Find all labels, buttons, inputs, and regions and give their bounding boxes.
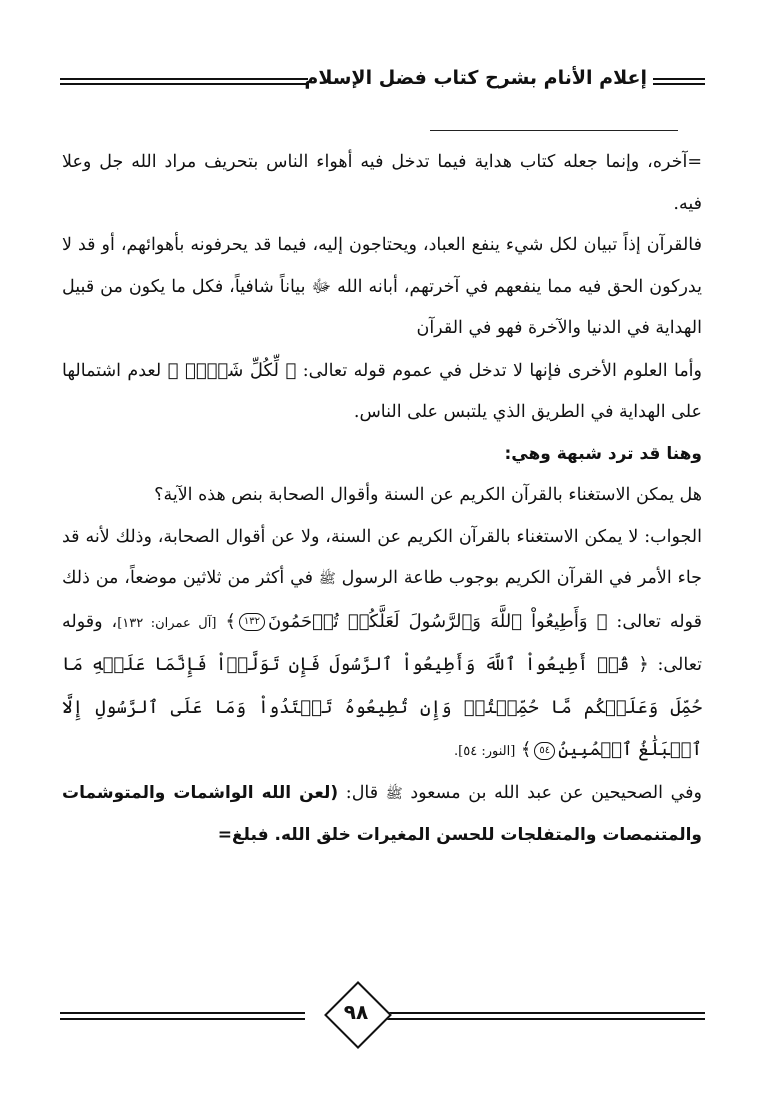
book-title: إعلام الأنام بشرح كتاب فضل الإسلام xyxy=(304,67,647,89)
verse-close: ﴾ xyxy=(225,610,236,632)
verse-number-icon: ١٣٢ xyxy=(239,613,265,631)
honorific-icon: ﷺ xyxy=(318,571,336,587)
text-run: لعدم اشتمالها على الهداية في الطريق الذي يلتبس على الناس. xyxy=(62,360,702,422)
text-run: ، وقوله تعالى: xyxy=(62,611,703,675)
question-paragraph: هل يمكن الاستغناء بالقرآن الكريم عن السنة وأقوال الصحابة بنص هذه الآية؟ xyxy=(154,485,702,505)
paragraph: =آخره، وإنما جعله كتاب هداية فيما تدخل فيه أهواء الناس بتحريف مراد الله جل وعلا فيه. xyxy=(62,152,702,214)
section-heading: وهنا قد ترد شبهة وهي: xyxy=(504,443,702,464)
running-header xyxy=(60,66,705,96)
paragraph: فالقرآن إذاً تبيان لكل شيء ينفع العباد، ويحتاجون إليه، فيما قد يحرفونه بأهوائهم، أو قد لا يدركون الحق فيه مما ينفعهم في آخرتهم، أبانه الله ﷻ بياناً شافياً، فكل ما يكون من قبيل الهداية في الدنيا والآخرة فهو في القرآن xyxy=(62,235,702,338)
header-rule xyxy=(60,78,308,80)
answer-paragraph xyxy=(62,517,702,773)
quran-verse: ﴿ لِّكُلِّ شَيۡءٖ ﴾ xyxy=(167,359,297,381)
text-run: قال: xyxy=(338,782,386,803)
continuation-rule xyxy=(430,130,678,131)
paragraph xyxy=(62,350,702,434)
honorific-icon: ﷺ xyxy=(385,785,403,802)
text-run: وأما العلوم الأخرى فإنها لا تدخل في عموم قوله تعالى: xyxy=(296,360,703,381)
text-run: الجواب: لا يمكن الاستغناء بالقرآن الكريم عن السنة، ولا عن أقوال الصحابة، وذلك لأنه قد جاء الأمر في القرآن الكريم بوجوب طاعة الرسول xyxy=(62,526,702,588)
header-rule xyxy=(60,83,308,85)
footer-rule xyxy=(387,1012,705,1014)
text-run: في أكثر من ثلاثين موضعاً، من ذلك قوله تعالى: xyxy=(62,568,702,632)
quran-verse: ﴿ قُلۡ أَطِيعُواْ ٱللَّهَ وَأَطِيعُواْ ٱلرَّسُولَ فَإِن تَوَلَّوۡاْ فَإِنَّمَا عَلَيۡهِ مَا حُمِّلَ وَعَلَيۡكُم مَّا حُمِّلۡتُمۡ وَإِن تُطِيعُوهُ تَهۡتَدُواْ وَمَا عَلَى ٱلرَّسُولِ إِلَّا ٱلۡبَلَٰغُ ٱلۡمُبِينُ xyxy=(62,654,702,760)
quran-verse: ﴿ وَأَطِيعُواْ ٱللَّهَ وَٱلرَّسُولَ لَعَلَّكُمۡ تُرۡحَمُونَ xyxy=(268,610,608,632)
page-number: ٩٨ xyxy=(343,1000,369,1024)
header-rule xyxy=(653,83,705,85)
footer-rule xyxy=(60,1012,305,1014)
hadith-quote: (لعن الله الواشمات والمتوشمات والمتنمصات والمتفلجات للحسن المغيرات خلق الله. فبلغ= xyxy=(62,782,702,845)
text-run: وفي الصحيحين عن عبد الله بن مسعود xyxy=(402,782,702,803)
verse-reference: [آل عمران: ١٣٢] xyxy=(117,615,217,631)
verse-number-icon: ٥٤ xyxy=(534,742,555,760)
hadith-paragraph xyxy=(62,773,702,857)
header-rule xyxy=(653,78,705,80)
page-body xyxy=(62,142,702,857)
footer-rule xyxy=(60,1018,305,1020)
verse-close: ﴾ xyxy=(520,739,532,760)
footer-rule xyxy=(387,1018,705,1020)
verse-reference: [النور: ٥٤]. xyxy=(454,744,516,759)
page-footer xyxy=(60,990,705,1050)
